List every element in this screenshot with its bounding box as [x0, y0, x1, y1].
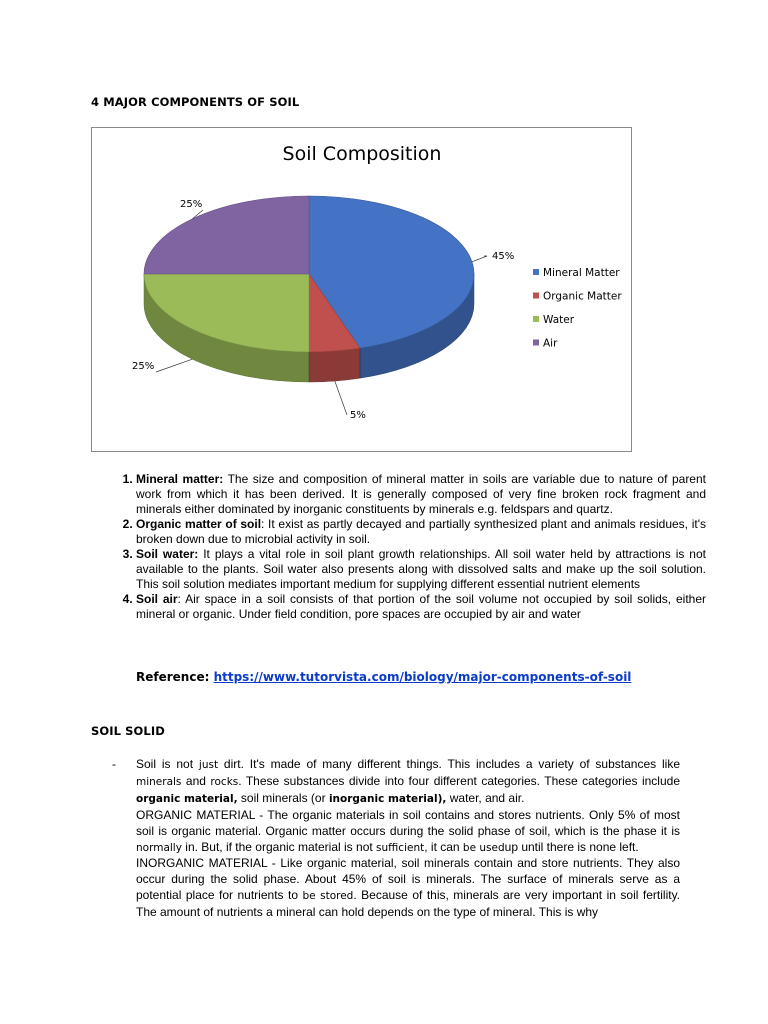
- leader-line: [472, 256, 487, 262]
- pie-slice-air: [144, 196, 309, 274]
- term-label: Soil water:: [136, 547, 199, 561]
- soil-solid-body: [136, 757, 680, 921]
- text-run: water, and air.: [446, 790, 525, 805]
- pie-chart-svg: [92, 128, 633, 453]
- list-item-mineral-matter: [136, 472, 706, 517]
- legend-label-water: Water: [543, 314, 575, 326]
- reference-label: Reference:: [136, 670, 214, 684]
- legend-label-mineral-matter: Mineral Matter: [543, 267, 620, 279]
- section-heading-major-components: 4 MAJOR COMPONENTS OF SOIL: [91, 95, 300, 109]
- data-label: 25%: [180, 199, 203, 210]
- text-run: Soil is not: [136, 757, 199, 771]
- text-run: dirt. It's made of many different things. This includes a variety of substances like: [218, 757, 680, 771]
- list-item-soil-air: [136, 592, 706, 622]
- text-run: organic material,: [136, 792, 238, 805]
- text-run: sufficient: [376, 841, 425, 854]
- term-label: Organic matter of soil: [136, 517, 262, 531]
- paragraph-organic-material: [136, 808, 680, 857]
- text-run: . These substances divide into four different categories. These categories include: [238, 773, 680, 788]
- chart-title: Soil Composition: [282, 143, 442, 165]
- term-description: : Air space in a soil consists of that portion of the soil volume not occupied by soil solids, either mineral or organic. Under field condition, pore spaces are occupied by air and water: [136, 592, 707, 621]
- reference-line: [136, 670, 631, 684]
- term-label: Mineral matter:: [136, 472, 224, 486]
- text-run: rocks: [210, 775, 239, 788]
- text-run: be stored: [302, 890, 354, 903]
- data-label: 25%: [132, 361, 155, 372]
- legend-swatch-organic-matter: [533, 293, 539, 299]
- legend-label-organic-matter: Organic Matter: [543, 290, 622, 303]
- text-run: normally: [136, 841, 182, 854]
- text-run: soil minerals (or: [237, 790, 329, 805]
- leader-line: [335, 381, 347, 415]
- text-run: inorganic material),: [328, 792, 447, 805]
- term-label: Soil air: [136, 592, 178, 606]
- data-label: 5%: [350, 410, 366, 421]
- soil-solid-section: [112, 757, 680, 921]
- term-description: : It exist as partly decayed and partially synthesized plant and animals residues, it's broken down due to microbial activity in soil.: [136, 517, 706, 546]
- paragraph-intro: [136, 757, 680, 808]
- text-run: in. But, if the organic material is not: [181, 839, 377, 854]
- text-run: and: [181, 773, 211, 788]
- legend-label-air: Air: [543, 337, 558, 350]
- text-run: , it can: [424, 839, 463, 854]
- legend-swatch-water: [533, 316, 539, 322]
- pie-side-organic-matter: [309, 348, 360, 382]
- term-description: It plays a vital role in soil plant growth relationships. All soil water held by attractions is not available to the plants. Soil water also presents along with dissolved salts and make up the soil solution. This soil solution mediates important medium for supplying different essential nutrient elements: [136, 547, 706, 591]
- text-run: minerals: [136, 775, 182, 788]
- components-list: [108, 472, 706, 622]
- text-run: . Because of this, minerals are very important in soil fertility. The amount of nutrients a mineral can hold depends on the type of mineral. This is why: [136, 888, 681, 920]
- text-run: INORGANIC MATERIAL - Like organic material, soil minerals contain and store nutrients. They also occur during the solid phase. About 45% of soil is minerals. The surface of minerals serve as a potential place for nutrients to: [136, 856, 680, 903]
- text-run: just: [198, 759, 219, 771]
- paragraph-inorganic-material: [136, 856, 680, 921]
- reference-link[interactable]: https://www.tutorvista.com/biology/major-components-of-soil: [213, 670, 632, 684]
- text-run: ORGANIC MATERIAL - The organic materials in soil contains and stores nutrients. Only 5% of most soil is organic material. Organic matter occurs during the solid phase of soil, which is the phase it is: [136, 807, 680, 838]
- list-item-soil-water: [136, 547, 706, 592]
- list-item-organic-matter: [136, 517, 706, 547]
- soil-composition-chart: [91, 127, 632, 452]
- data-label: 45%: [492, 251, 515, 262]
- list-dash: -: [112, 757, 116, 771]
- legend-swatch-air: [533, 340, 539, 346]
- leader-line: [156, 359, 192, 372]
- text-run: be used: [462, 841, 505, 854]
- term-description: The size and composition of mineral matter in soils are variable due to nature of parent work from which it has been derived. It is generally composed of very fine broken rock fragment and minerals either dominated by inorganic constituents by minerals e.g. feldspars and quartz.: [136, 472, 706, 516]
- section-heading-soil-solid: SOIL SOLID: [91, 724, 165, 738]
- legend-swatch-mineral-matter: [533, 269, 539, 275]
- text-run: up until there is none left.: [504, 839, 639, 854]
